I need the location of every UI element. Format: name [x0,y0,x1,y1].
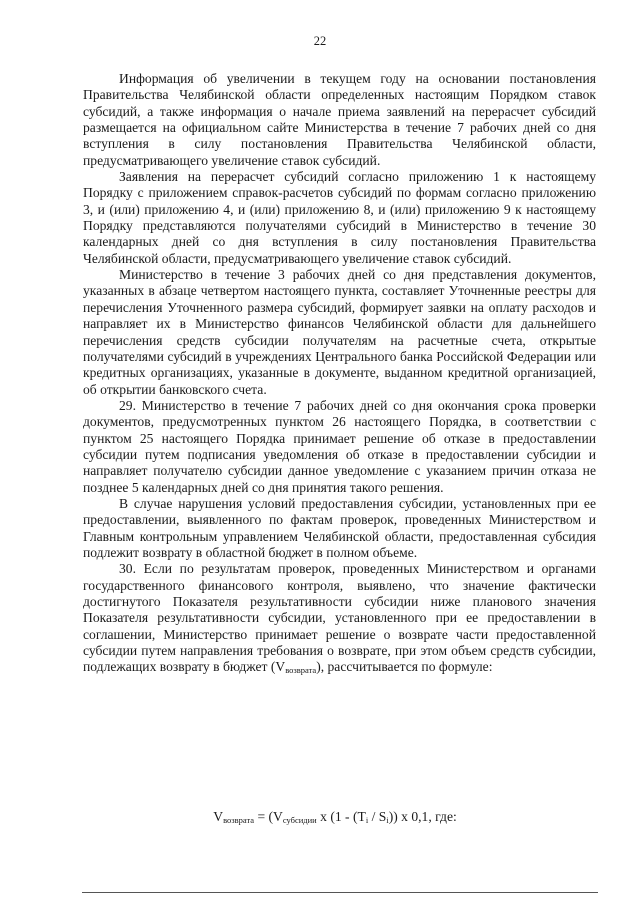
formula-lhs-subscript: возврата [223,815,255,825]
formula-t-subscript: i [365,815,369,825]
paragraph-info-increase: Информация об увеличении в текущем году на основании постановления Правительства Челябинской области определенных настоящим Порядком ставок субсидий, а также информация о начале приема заявлений на перерасчет субсидий размещается на официальном сайте Министерства в течение 7 рабочих дней со дня вступления в силу постановления Правительства Челябинской области, предусматривающего увеличение ставок субсидий. [83,71,596,168]
item-30-tail: ), рассчитывается по формуле: [316,659,493,675]
return-var: V [275,659,286,675]
formula-v-subscript: субсидии [282,815,317,825]
page-number: 22 [313,34,327,48]
formula-s-subscript: i [386,815,389,825]
paragraph-item-30: 30. Если по результатам проверок, проведенных Министерством и органами государственного финансового контроля, выявлено, что значение фактически достигнутого Показателя результативности субсидии ниже планового значения Показателя результативности субсидии, установленного при ее предоставлении в соглашении, Министерство принимает решение о возврате части предоставленной субсидии путем направления требования о возврате, при этом объем средств субсидии, подлежащих возврату в бюджет $(V_{возврата})$, рассчитывается по формуле: [83,561,596,676]
page-bottom-rule [82,892,598,893]
document-body [83,71,596,679]
formula-div: / S [368,809,387,824]
formula-tail: )) x 0,1, где: [388,809,457,824]
paragraph-recalculation-applications: Заявления на перерасчет субсидий согласно приложению 1 к настоящему Порядку с приложением справок-расчетов субсидий по формам согласно приложению 3, и (или) приложению 4, и (или) приложению 8, и (или) приложению 9 к настоящему Порядку представляются получателями субсидий в Министерство в течение 30 календарных дней со дня вступления в силу постановления Правительства Челябинской области, предусматривающего увеличение ставок субсидий. [83,169,596,266]
item-30-text: 30. Если по результатам проверок, проведенных Министерством и органами государственного финансового контроля, выявлено, что значение фактически достигнутого Показателя результативности субсидии ниже планового значения Показателя результативности субсидии, установленного при ее предоставлении в соглашении, Министерство принимает решение о возврате части предоставленной субсидии путем направления требования о возврате, при этом объем средств субсидии, подлежащих возврату в бюджет [83,561,596,675]
formula-lhs: V [213,809,224,824]
paragraph-item-29: 29. Министерство в течение 7 рабочих дней со дня окончания срока проверки документов, предусмотренных пунктом 26 настоящего Порядка, в соответствии с пунктом 25 настоящего Порядка принимает решение об отказе в предоставлении субсидии путем подписания уведомления об отказе в предоставлении субсидии и направляет получателю субсидии данное уведомление с указанием причин отказа не позднее 5 календарных дней со дня принятия такого решения. [83,397,596,495]
return-var-subscript: возврата [285,665,317,676]
formula-mid: x (1 - (T [316,809,366,824]
formula-eq: = (V [254,809,283,824]
return-formula [0,809,640,828]
paragraph-violation-return: В случае нарушения условий предоставления субсидии, установленных при ее предоставлении, выявленного по фактам проверок, проведенных Министерством и Главным контрольным управлением Челябинской области, предоставленная субсидия подлежит возврату в областной бюджет в полном объеме. [83,495,596,560]
paragraph-ministry-registers: Министерство в течение 3 рабочих дней со дня представления документов, указанных в абзаце четвертом настоящего пункта, составляет Уточненные реестры для перечисления Уточненного размера субсидий, формирует заявки на оплату расходов и направляет их в Министерство финансов Челябинской области для дальнейшего перечисления средств субсидии получателям на расчетные счета, открытые получателями субсидий в учреждениях Центрального банка Российской Федерации или кредитных организациях, указанные в документе, выданном кредитной организацией, об открытии банковского счета. [83,267,596,397]
